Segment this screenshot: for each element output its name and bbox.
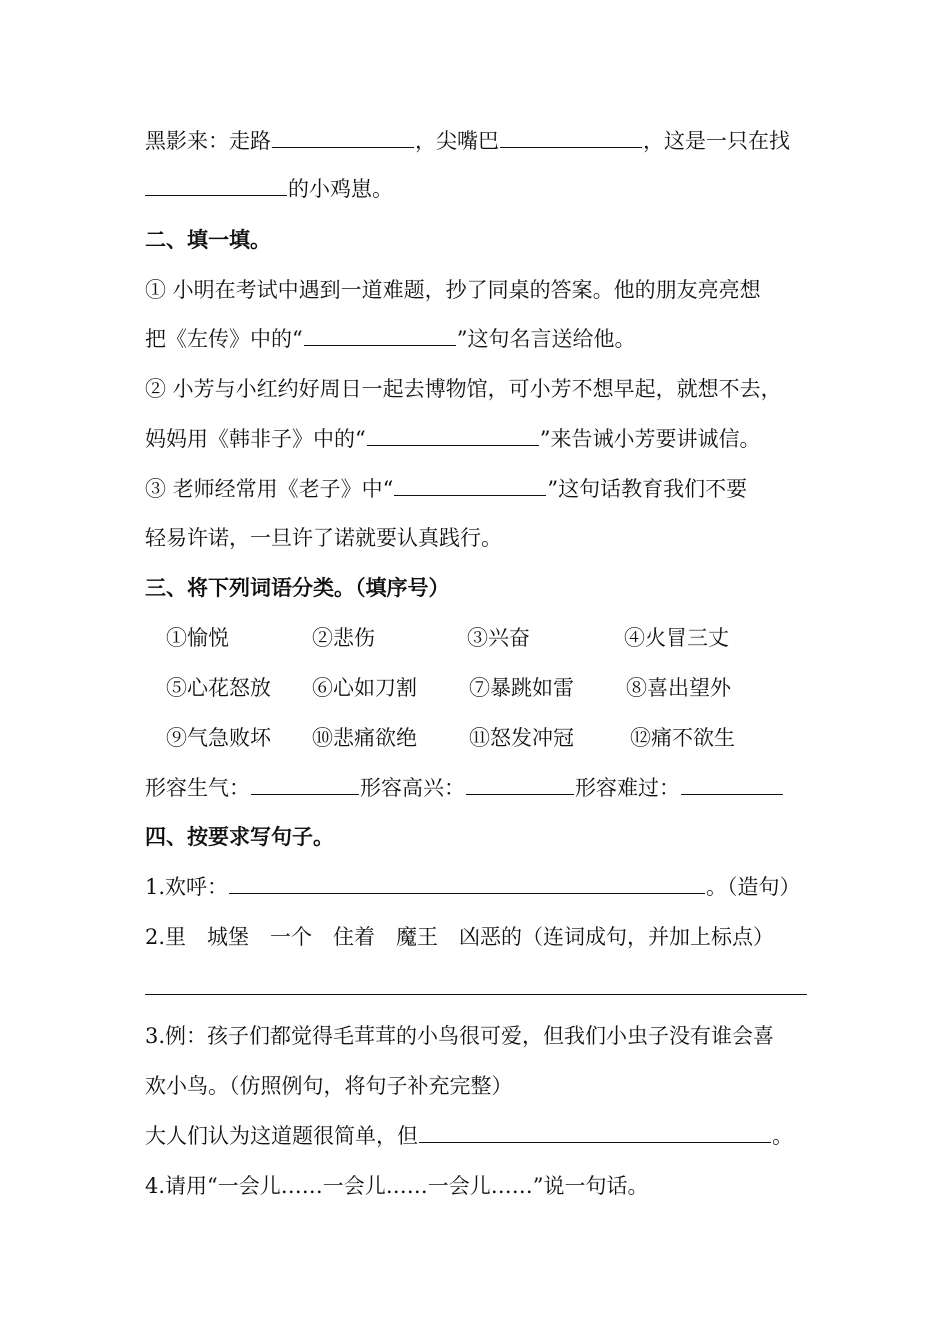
word-item: ③兴奋 (467, 626, 530, 650)
blank-beak[interactable] (500, 127, 642, 148)
blank-walk[interactable] (272, 127, 414, 148)
word-item: ⑨气急败坏 (166, 726, 271, 750)
word-item: ⑦暴跳如雷 (469, 676, 574, 700)
section4-q3-line3 (145, 1121, 793, 1151)
q1-instruction: 。（造句） (706, 875, 801, 899)
section2-q3-line1 (145, 474, 747, 504)
section2-heading: 二、填一填。 (145, 228, 271, 252)
blank-hanfeizi-quote[interactable] (367, 425, 539, 446)
blank-laozi-quote[interactable] (394, 475, 546, 496)
intro-text-beak: ，尖嘴巴 (415, 129, 499, 153)
q1-label: 1.欢呼： (145, 875, 229, 899)
q3-suffix: ”这句话教育我们不要 (547, 477, 748, 501)
category-angry-label: 形容生气： (145, 776, 250, 800)
blank-cheer-sentence[interactable] (229, 873, 705, 894)
category-sad-label: 形容难过： (575, 776, 680, 800)
intro-line-2 (145, 174, 393, 204)
word-item: ①愉悦 (166, 626, 229, 650)
section2-q1-line1: ① 小明在考试中遇到一道难题，抄了同桌的答案。他的朋友亮亮想 (145, 278, 761, 302)
blank-looking-for[interactable] (145, 175, 287, 196)
section2-q3-line2: 轻易许诺，一旦许了诺就要认真践行。 (145, 526, 502, 550)
q1-prefix: 把《左传》中的“ (145, 327, 303, 351)
blank-angry[interactable] (251, 774, 359, 795)
word-item: ⑥心如刀割 (312, 676, 417, 700)
word-item: ④火冒三丈 (624, 626, 729, 650)
intro-line-1 (145, 126, 790, 156)
word-item: ②悲伤 (312, 626, 375, 650)
q2-suffix: ”来告诫小芳要讲诚信。 (539, 427, 761, 451)
section4-heading: 四、按要求写句子。 (145, 825, 334, 849)
q3-prompt: 大人们认为这道题很简单，但 (145, 1124, 418, 1148)
answer-line-q2[interactable] (145, 994, 807, 995)
section2-q2-line1: ② 小芳与小红约好周日一起去博物馆，可小芳不想早起，就想不去， (145, 377, 782, 401)
word-item: ⑫痛不欲生 (630, 726, 735, 750)
blank-happy[interactable] (466, 774, 574, 795)
intro-text-looking: ，这是一只在找 (643, 129, 790, 153)
blank-zuozhuan-quote[interactable] (304, 325, 456, 346)
q2-prefix: 妈妈用《韩非子》中的“ (145, 427, 366, 451)
word-item: ⑧喜出望外 (626, 676, 731, 700)
section4-q4: 4.请用“一会儿……一会儿……一会儿……”说一句话。 (145, 1174, 649, 1198)
q3-period: 。 (772, 1124, 793, 1148)
section2-q1-line2 (145, 324, 636, 354)
blank-imitate-sentence[interactable] (419, 1122, 771, 1143)
blank-sad[interactable] (681, 774, 783, 795)
section4-q2: 2.里 城堡 一个 住着 魔王 凶恶的（连词成句，并加上标点） (145, 925, 775, 949)
intro-text-chick: 的小鸡崽。 (288, 177, 393, 201)
section4-q3-line1: 3.例：孩子们都觉得毛茸茸的小鸟很可爱，但我们小虫子没有谁会喜 (145, 1024, 775, 1048)
q1-suffix: ”这句名言送给他。 (456, 327, 636, 351)
q3-prefix: ③ 老师经常用《老子》中“ (145, 477, 394, 501)
category-happy-label: 形容高兴： (360, 776, 465, 800)
section3-categories (145, 773, 784, 803)
section3-heading: 三、将下列词语分类。（填序号） (145, 576, 450, 600)
section4-q1 (145, 872, 801, 902)
word-item: ⑩悲痛欲绝 (312, 726, 417, 750)
word-item: ⑪怒发冲冠 (469, 726, 574, 750)
intro-text-walk: 黑影来：走路 (145, 129, 271, 153)
section2-q2-line2 (145, 424, 761, 454)
section4-q3-line2: 欢小鸟。（仿照例句，将句子补充完整） (145, 1074, 513, 1098)
word-item: ⑤心花怒放 (166, 676, 271, 700)
